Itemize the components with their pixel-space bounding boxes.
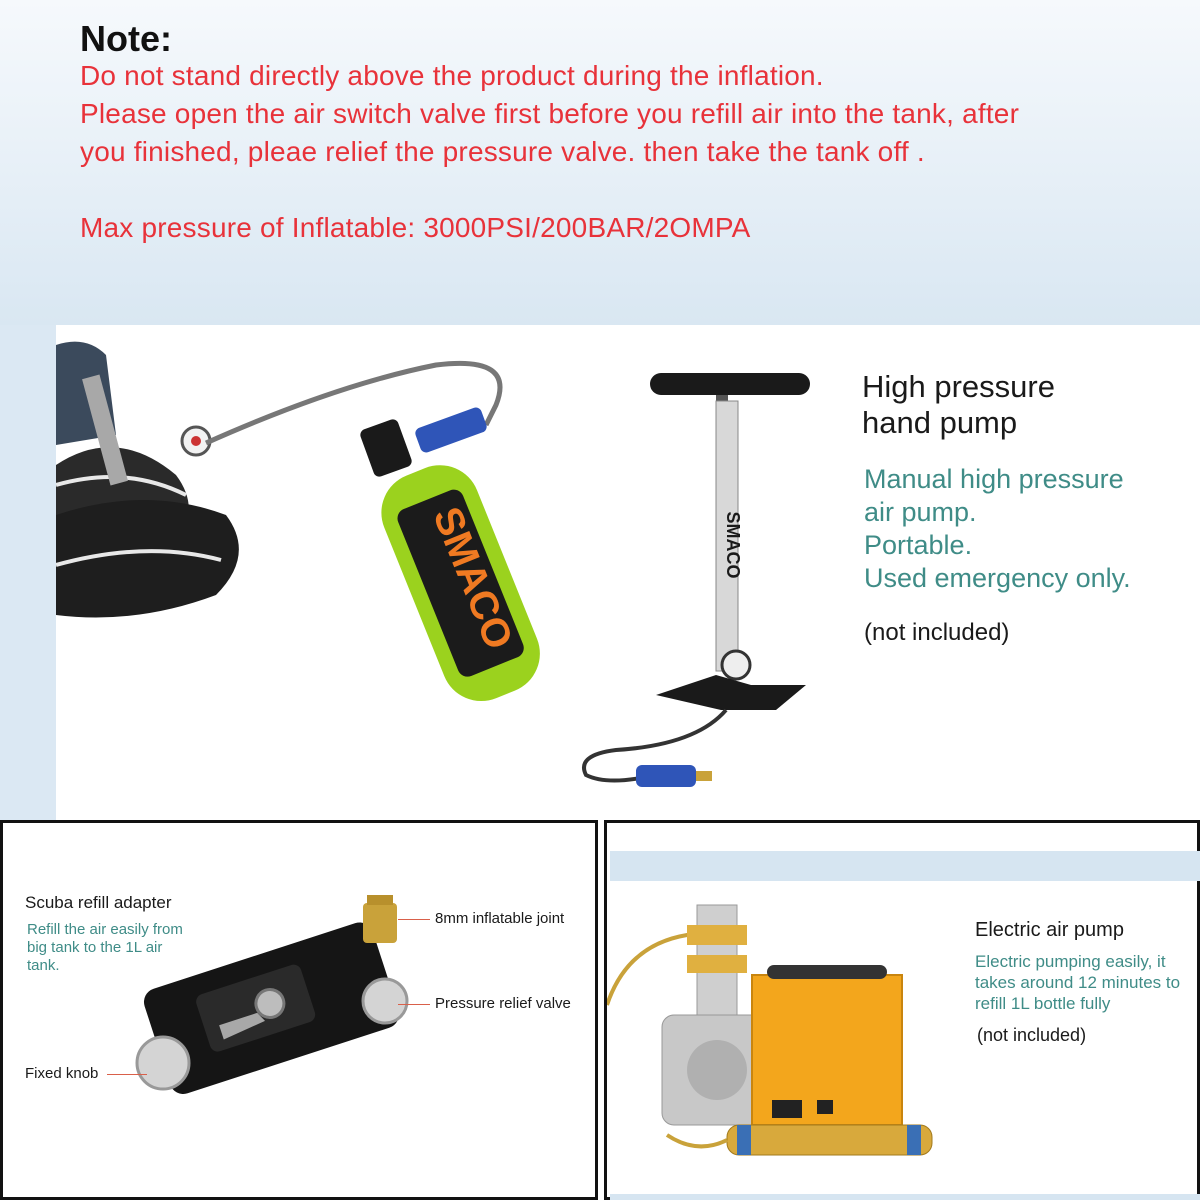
note-section xyxy=(0,0,1200,325)
electric-pump-title: Electric air pump xyxy=(975,919,1124,941)
note-line-1: Do not stand directly above the product during the inflation. xyxy=(80,60,824,91)
refill-adapter-image xyxy=(123,883,423,1113)
hand-pump-title-line2: hand pump xyxy=(862,405,1018,440)
note-title: Note: xyxy=(80,18,172,59)
hand-pump-description xyxy=(864,463,1194,595)
pump-handle xyxy=(650,373,810,395)
tank-refill-photo xyxy=(56,325,616,745)
note-line-2: Please open the air switch valve first before you refill air into the tank, after xyxy=(80,98,1020,129)
hand-pump-desc-line: air pump. xyxy=(864,497,977,527)
electric-pump-panel xyxy=(604,820,1200,1200)
hand-pump-desc-line: Used emergency only. xyxy=(864,563,1131,593)
blue-connector xyxy=(414,406,489,454)
electric-pump-not-included: (not included) xyxy=(977,1025,1087,1045)
hand-pump-desc-line: Manual high pressure xyxy=(864,464,1124,494)
label-relief-valve: Pressure relief valve xyxy=(435,995,571,1012)
panel-band-top xyxy=(610,851,1200,881)
note-line-3: you finished, pleae relief the pressure valve. then take the tank off . xyxy=(80,136,925,167)
housing-handle xyxy=(767,965,887,979)
max-pressure-line: Max pressure of Inflatable: 3000PSI/200BAR/2OMPA xyxy=(80,212,751,243)
adapter-panel xyxy=(0,820,598,1200)
side-band xyxy=(0,325,56,820)
pump-brand: SMACO xyxy=(723,511,743,579)
leader-line xyxy=(398,919,430,920)
label-fixed-knob: Fixed knob xyxy=(25,1065,99,1082)
green-tank xyxy=(369,453,552,713)
hand-pump-title xyxy=(862,369,1162,441)
relief-valve-knob xyxy=(363,979,407,1023)
adapter-title: Scuba refill adapter xyxy=(25,893,172,912)
hand-pump-not-included: (not included) xyxy=(864,619,1010,646)
gold-filter xyxy=(727,1125,932,1155)
fixed-knob xyxy=(137,1037,189,1089)
panel-band-bottom xyxy=(610,1194,1200,1200)
pump-blue-connector xyxy=(636,765,696,787)
leader-line xyxy=(398,1004,430,1005)
tank-brand: SMACO xyxy=(424,500,521,656)
pump-base xyxy=(656,675,806,710)
label-8mm-joint: 8mm inflatable joint xyxy=(435,910,565,927)
electric-pump-image xyxy=(607,885,967,1185)
adapter-description: Refill the air easily from big tank to the 1L air tank. xyxy=(27,921,183,974)
brass-joint xyxy=(363,903,397,943)
hand-pump-desc-line: Portable. xyxy=(864,530,973,560)
hand-pump-section xyxy=(56,325,1200,820)
hand-pump-title-line1: High pressure xyxy=(862,369,1055,404)
pump-gauge-icon xyxy=(722,651,750,679)
leader-line xyxy=(107,1074,147,1075)
electric-pump-description: Electric pumping easily, it takes around 12 minutes to refill 1L bottle fully xyxy=(975,952,1181,1013)
hand-pump-image xyxy=(576,365,816,815)
